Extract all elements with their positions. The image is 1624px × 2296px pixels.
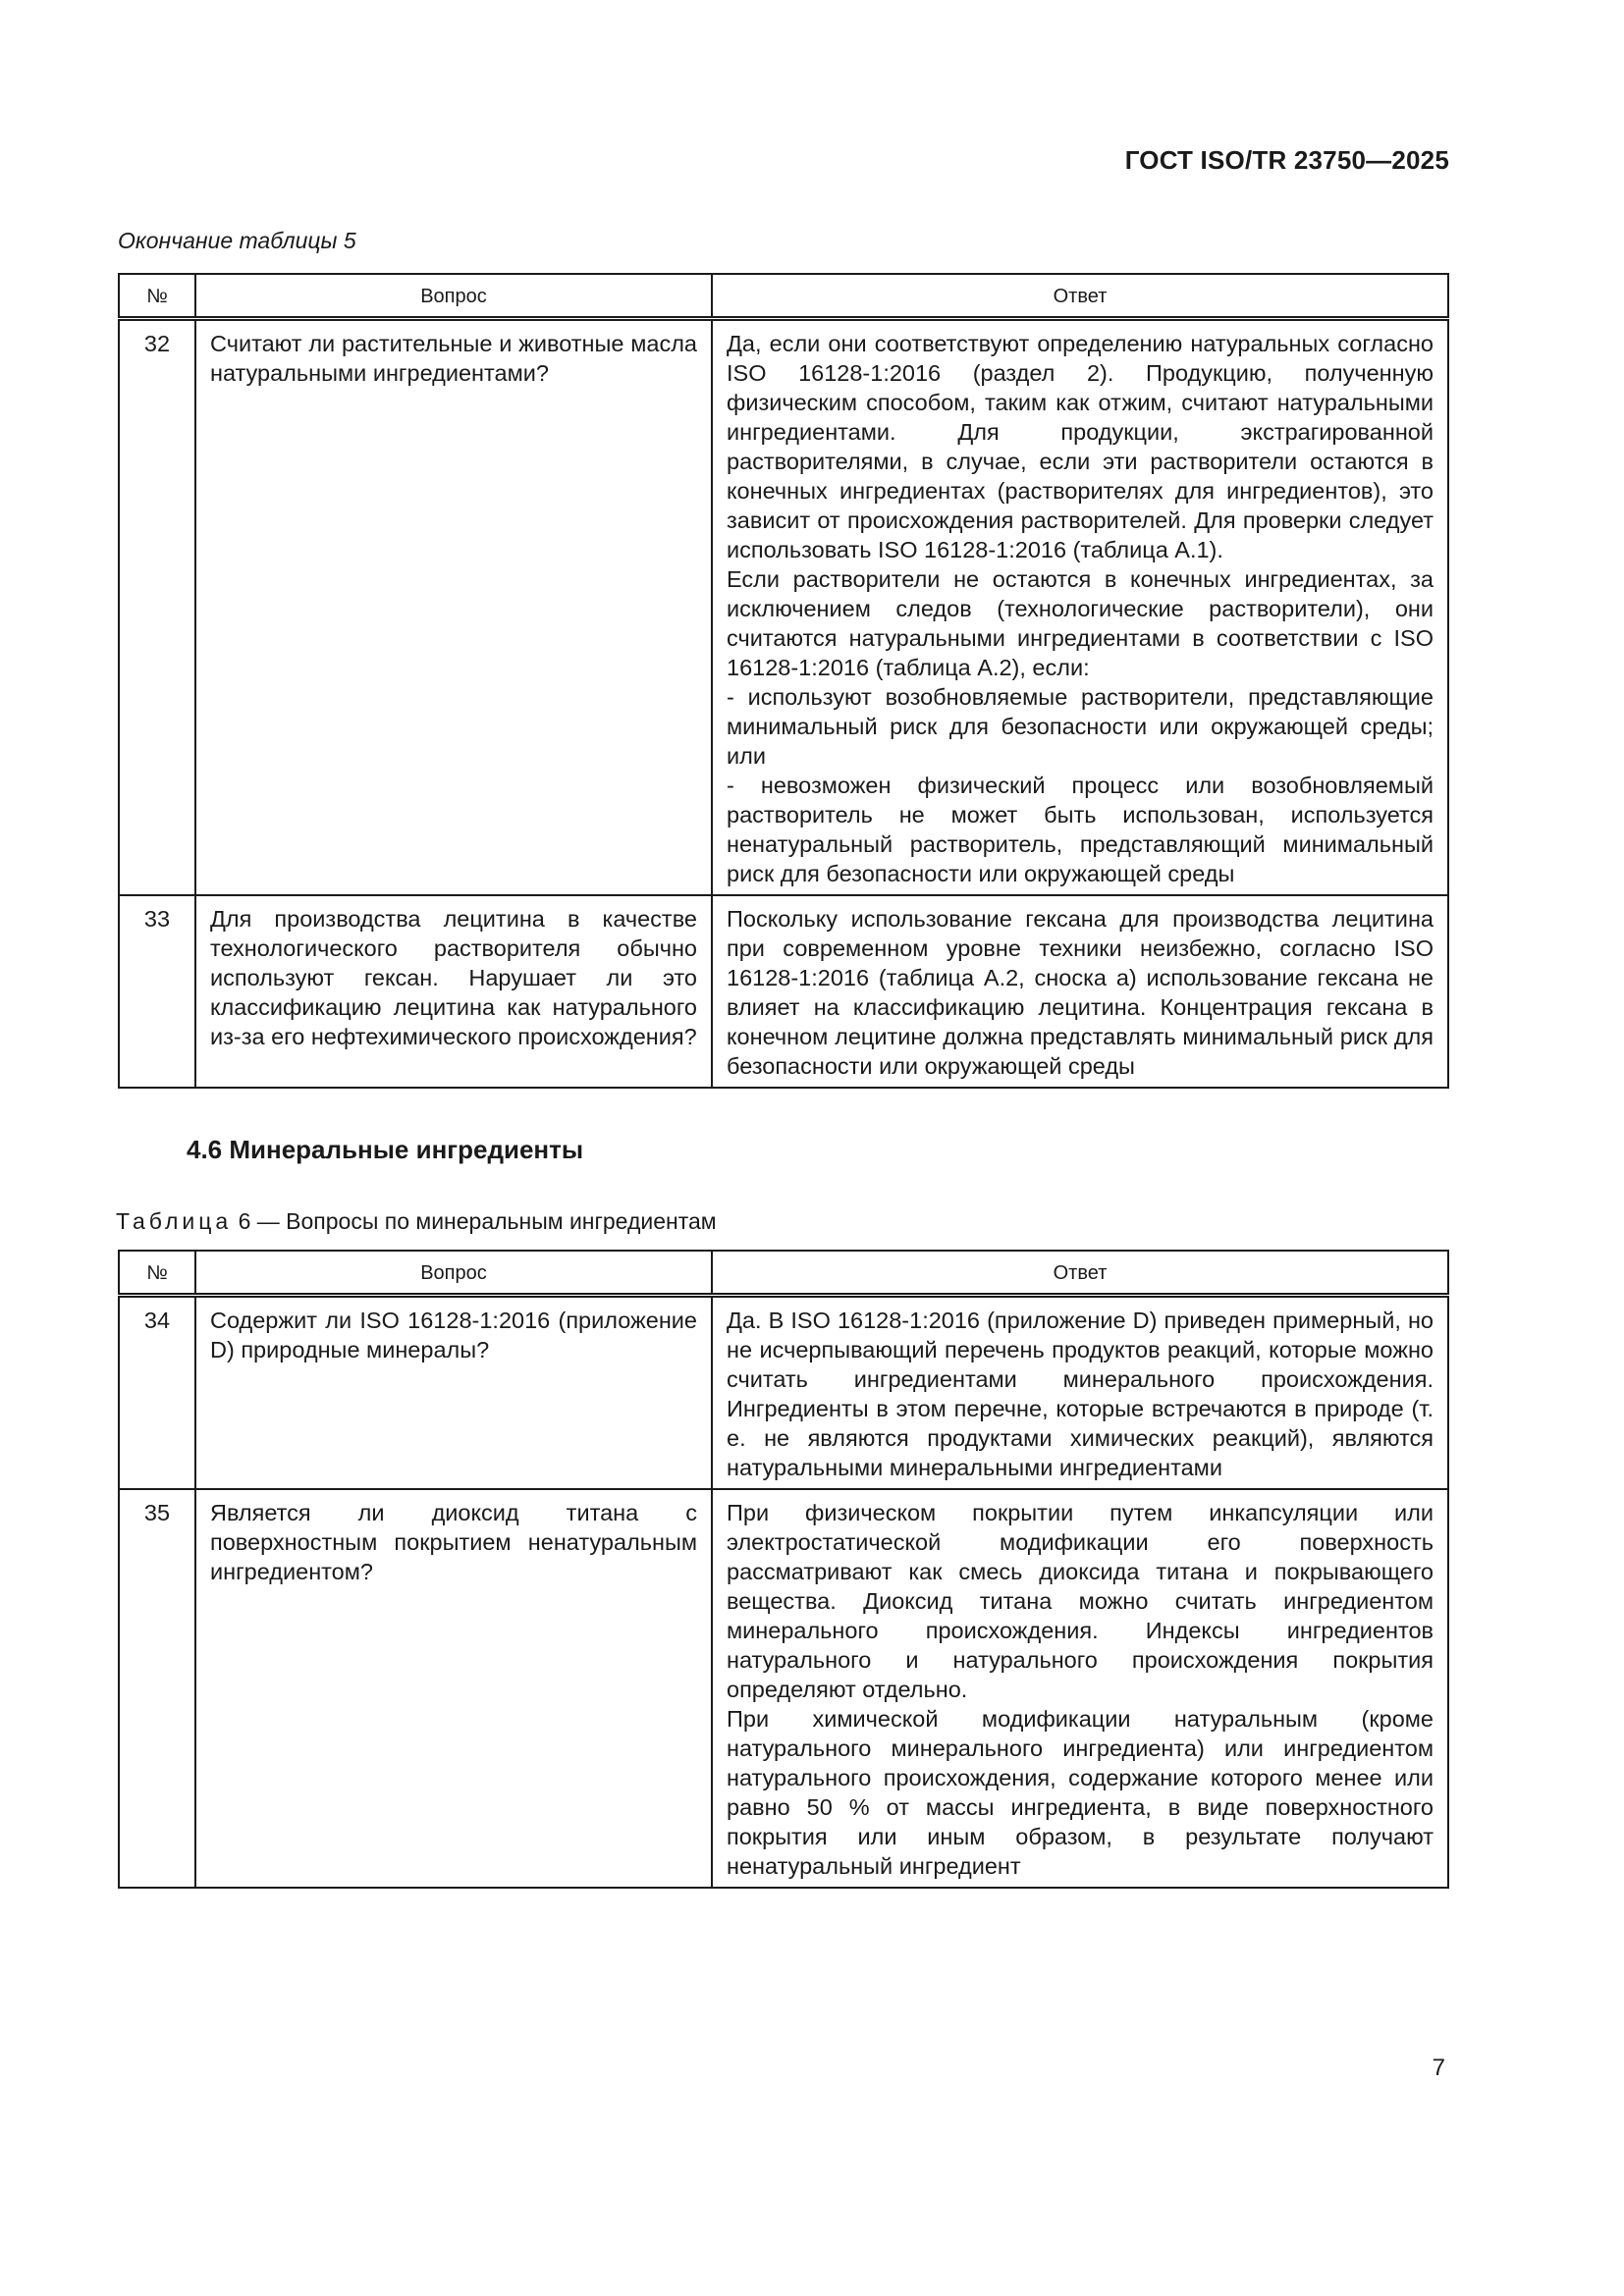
row-question: Считают ли растительные и животные масла натуральными ингредиентами?: [195, 319, 712, 896]
row-number: 35: [119, 1489, 195, 1888]
answer-list-item: - используют возобновляемые растворители, представляющие минимальный риск для безопасности или окружающей среды; или: [727, 684, 1434, 769]
answer-paragraph: Если растворители не остаются в конечных ингредиентах, за исключением следов (технологические растворители), они считаются натуральными ингредиентами в соответствии с ISO 16128-1:2016 (таблица А.2), если:: [727, 566, 1434, 680]
column-header-number: №: [119, 1251, 195, 1296]
table-row: [119, 1489, 1448, 1888]
row-answer: [712, 1296, 1448, 1490]
table6-caption-title: 6 — Вопросы по минеральным ингредиентам: [238, 1208, 717, 1234]
row-question: Содержит ли ISO 16128-1:2016 (приложение D) природные минералы?: [195, 1296, 712, 1490]
table-header-row: [119, 1251, 1448, 1296]
answer-paragraph: Поскольку использование гексана для производства лецитина при современном уровне техники неизбежно, согласно ISO 16128-1:2016 (таблица А.2, сноска а) использование гексана не влияет на классификацию лецитина. Концентрация гексана в конечном лецитине должна представлять минимальный риск для безопасности или окружающей среды: [727, 906, 1434, 1079]
row-question: Является ли диоксид титана с поверхностным покрытием ненатуральным ингредиентом?: [195, 1489, 712, 1888]
table5-continuation-caption: Окончание таблицы 5: [118, 228, 356, 253]
table6-caption: [116, 1208, 717, 1235]
answer-paragraph: При химической модификации натуральным (кроме натурального минерального ингредиента) или ингредиентом натурального происхождения, содержание которого менее или равно 50 % от массы ингредиента, в виде поверхностного покрытия или иным образом, в результате получают ненатуральный ингредиент: [727, 1706, 1434, 1879]
table-header-row: [119, 274, 1448, 319]
table-row: [119, 895, 1448, 1088]
column-header-question: Вопрос: [195, 1251, 712, 1296]
answer-paragraph: При физическом покрытии путем инкапсуляции или электростатической модификации его поверхность рассматривают как смесь диоксида титана и покрывающего вещества. Диоксид титана можно считать ингредиентом минерального происхождения. Индексы ингредиентов натурального и натурального происхождения покрытия определяют отдельно.: [727, 1500, 1434, 1702]
column-header-answer: Ответ: [712, 274, 1448, 319]
table-5: [118, 273, 1449, 1089]
answer-list-item: - невозможен физический процесс или возобновляемый растворитель не может быть использован, используется ненатуральный растворитель, представляющий минимальный риск для безопасности или окружающей среды: [727, 773, 1434, 886]
row-number: 33: [119, 895, 195, 1088]
table-6: [118, 1250, 1449, 1889]
column-header-answer: Ответ: [712, 1251, 1448, 1296]
table6-caption-label: Таблица: [116, 1208, 233, 1234]
table-row: [119, 319, 1448, 896]
row-answer: [712, 1489, 1448, 1888]
column-header-question: Вопрос: [195, 274, 712, 319]
row-answer: [712, 319, 1448, 896]
row-question: Для производства лецитина в качестве технологического растворителя обычно используют гексан. Нарушает ли это классификацию лецитина как натурального из-за его нефтехимического происхождения?: [195, 895, 712, 1088]
answer-paragraph: Да, если они соответствуют определению натуральных согласно ISO 16128-1:2016 (раздел 2). Продукцию, полученную физическим способом, таким как отжим, считают натуральными ингредиентами. Для продукции, экстрагированной растворителями, в случае, если эти растворители остаются в конечных ингредиентах (растворителях для ингредиентов), это зависит от происхождения растворителей. Для проверки следует использовать ISO 16128-1:2016 (таблица А.1).: [727, 331, 1434, 562]
document-id-header: ГОСТ ISO/TR 23750—2025: [1124, 145, 1449, 175]
column-header-number: №: [119, 274, 195, 319]
row-answer: [712, 895, 1448, 1088]
page-number: 7: [1432, 2055, 1445, 2081]
row-number: 32: [119, 319, 195, 896]
section-heading: 4.6 Минеральные ингредиенты: [187, 1135, 584, 1164]
table-row: [119, 1296, 1448, 1490]
answer-paragraph: Да. В ISO 16128-1:2016 (приложение D) приведен примерный, но не исчерпывающий перечень продуктов реакций, которые можно считать ингредиентами минерального происхождения. Ингредиенты в этом перечне, которые встречаются в природе (т. е. не являются продуктами химических реакций), являются натуральными минеральными ингредиентами: [727, 1308, 1434, 1480]
row-number: 34: [119, 1296, 195, 1490]
